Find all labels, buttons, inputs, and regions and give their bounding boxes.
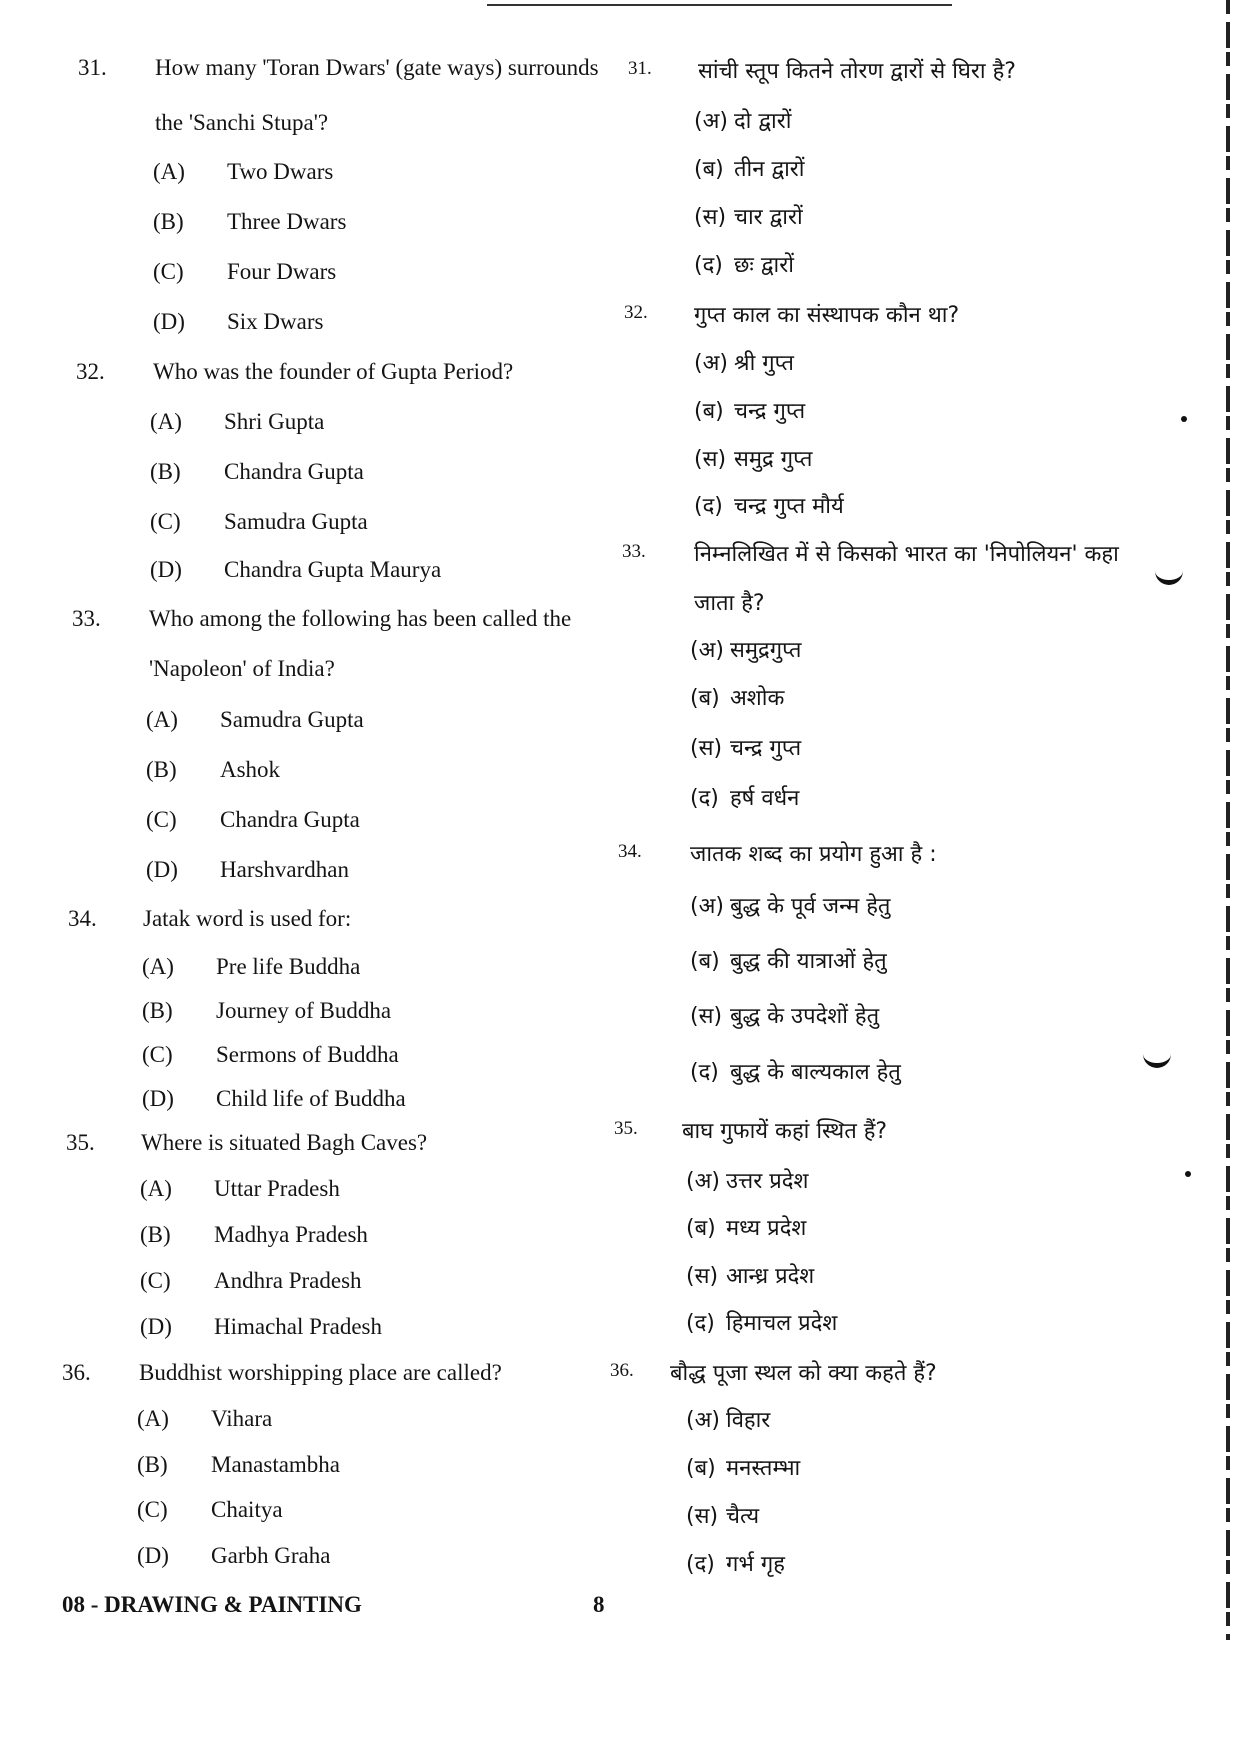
option-text: बुद्ध की यात्राओं हेतु bbox=[730, 949, 887, 974]
option-text: चन्द्र गुप्त bbox=[730, 736, 802, 761]
option-text: Ashok bbox=[220, 757, 281, 782]
scan-mark bbox=[1155, 566, 1183, 585]
option-text: उत्तर प्रदेश bbox=[726, 1169, 809, 1194]
question-text: Where is situated Bagh Caves? bbox=[141, 1130, 428, 1155]
option-text: विहार bbox=[726, 1408, 771, 1433]
scan-dot bbox=[1181, 416, 1187, 422]
answer-option bbox=[690, 682, 784, 712]
option-text: Chaitya bbox=[211, 1497, 283, 1522]
answer-option bbox=[694, 201, 803, 231]
option-text: Three Dwars bbox=[227, 209, 347, 234]
option-label: (अ) bbox=[690, 638, 724, 663]
answer-option bbox=[686, 1500, 759, 1530]
answer-option bbox=[137, 1497, 283, 1523]
option-text: समुद्रगुप्त bbox=[730, 638, 802, 663]
option-text: बुद्ध के उपदेशों हेतु bbox=[730, 1004, 880, 1029]
answer-option bbox=[694, 490, 844, 520]
option-label: (स) bbox=[686, 1504, 719, 1529]
option-text: चैत्य bbox=[726, 1504, 760, 1529]
answer-option bbox=[140, 1176, 340, 1202]
answer-option bbox=[690, 1056, 901, 1086]
option-text: Chandra Gupta bbox=[224, 459, 364, 484]
option-text: Manastambha bbox=[211, 1452, 341, 1477]
answer-option bbox=[137, 1406, 272, 1432]
answer-option bbox=[140, 1268, 362, 1294]
option-label: (द) bbox=[690, 1060, 719, 1085]
option-label: (D) bbox=[150, 557, 182, 582]
answer-option bbox=[690, 945, 887, 975]
option-text: छः द्वारों bbox=[734, 253, 794, 278]
answer-option bbox=[686, 1404, 770, 1434]
option-text: Garbh Graha bbox=[211, 1543, 331, 1568]
question-text: Who among the following has been called the bbox=[149, 606, 572, 631]
question-number: 35. bbox=[66, 1130, 95, 1155]
option-text: Madhya Pradesh bbox=[214, 1222, 368, 1247]
option-text: मनस्तम्भा bbox=[726, 1456, 801, 1481]
answer-option bbox=[694, 443, 812, 473]
question-text: बौद्ध पूजा स्थल को क्या कहते हैं? bbox=[670, 1361, 937, 1386]
option-label: (C) bbox=[142, 1042, 173, 1067]
footer-page-number: 8 bbox=[593, 1592, 605, 1617]
question-text: सांची स्तूप कितने तोरण द्वारों से घिरा है? bbox=[698, 59, 1016, 84]
question-number: 34. bbox=[68, 906, 97, 931]
answer-option bbox=[142, 1086, 406, 1112]
option-label: (C) bbox=[150, 509, 181, 534]
answer-option bbox=[686, 1165, 808, 1195]
option-label: (A) bbox=[137, 1406, 169, 1431]
option-label: (B) bbox=[153, 209, 184, 234]
option-text: आन्ध्र प्रदेश bbox=[726, 1264, 815, 1289]
option-label: (B) bbox=[150, 459, 181, 484]
option-text: Two Dwars bbox=[227, 159, 334, 184]
answer-option bbox=[142, 998, 391, 1024]
answer-option bbox=[686, 1212, 806, 1242]
option-label: (D) bbox=[137, 1543, 169, 1568]
option-text: हिमाचल प्रदेश bbox=[726, 1311, 838, 1336]
option-label: (A) bbox=[153, 159, 185, 184]
answer-option bbox=[694, 347, 794, 377]
answer-option bbox=[686, 1260, 814, 1290]
top-rule bbox=[487, 4, 952, 6]
option-text: मध्य प्रदेश bbox=[726, 1216, 807, 1241]
option-label: (C) bbox=[137, 1497, 168, 1522]
option-label: (द) bbox=[686, 1552, 715, 1577]
option-label: (A) bbox=[140, 1176, 172, 1201]
option-label: (अ) bbox=[694, 109, 728, 134]
option-text: Pre life Buddha bbox=[216, 954, 361, 979]
option-text: श्री गुप्त bbox=[734, 351, 794, 376]
option-label: (स) bbox=[694, 205, 727, 230]
option-text: चन्द्र गुप्त bbox=[734, 399, 806, 424]
option-label: (D) bbox=[146, 857, 178, 882]
option-label: (ब) bbox=[686, 1216, 716, 1241]
option-label: (द) bbox=[686, 1311, 715, 1336]
answer-option bbox=[142, 954, 360, 980]
option-label: (अ) bbox=[690, 894, 724, 919]
option-label: (ब) bbox=[690, 949, 720, 974]
option-label: (D) bbox=[140, 1314, 172, 1339]
footer-subject: 08 - DRAWING & PAINTING bbox=[62, 1592, 362, 1617]
question-number: 33. bbox=[72, 606, 101, 631]
question-text: जाता है? bbox=[694, 591, 765, 616]
answer-option bbox=[146, 857, 349, 883]
option-label: (अ) bbox=[686, 1408, 720, 1433]
option-label: (द) bbox=[694, 494, 723, 519]
option-label: (ब) bbox=[690, 686, 720, 711]
option-label: (C) bbox=[140, 1268, 171, 1293]
question-number: 36. bbox=[610, 1360, 634, 1381]
answer-option bbox=[690, 1000, 879, 1030]
answer-option bbox=[694, 395, 805, 425]
option-text: Himachal Pradesh bbox=[214, 1314, 382, 1339]
option-text: हर्ष वर्धन bbox=[730, 786, 800, 811]
question-text: जातक शब्द का प्रयोग हुआ है : bbox=[690, 842, 937, 867]
question-text: the 'Sanchi Stupa'? bbox=[155, 110, 329, 135]
question-number: 31. bbox=[78, 55, 107, 80]
option-text: Uttar Pradesh bbox=[214, 1176, 340, 1201]
option-text: चन्द्र गुप्त मौर्य bbox=[734, 494, 844, 519]
answer-option bbox=[140, 1314, 382, 1340]
question-text: बाघ गुफायें कहां स्थित हैं? bbox=[682, 1119, 888, 1144]
option-text: Samudra Gupta bbox=[220, 707, 364, 732]
question-number: 33. bbox=[622, 541, 646, 562]
option-text: Six Dwars bbox=[227, 309, 324, 334]
option-text: Chandra Gupta bbox=[220, 807, 360, 832]
answer-option bbox=[686, 1452, 800, 1482]
answer-option bbox=[686, 1548, 785, 1578]
option-text: समुद्र गुप्त bbox=[734, 447, 813, 472]
option-label: (स) bbox=[694, 447, 727, 472]
question-number: 34. bbox=[618, 841, 642, 862]
answer-option bbox=[694, 105, 791, 135]
option-label: (C) bbox=[153, 259, 184, 284]
option-label: (स) bbox=[686, 1264, 719, 1289]
answer-option bbox=[694, 153, 805, 183]
answer-option bbox=[690, 782, 799, 812]
option-text: अशोक bbox=[730, 686, 785, 711]
answer-option bbox=[153, 259, 336, 285]
answer-option bbox=[150, 509, 368, 535]
option-text: Andhra Pradesh bbox=[214, 1268, 362, 1293]
option-text: Journey of Buddha bbox=[216, 998, 392, 1023]
option-label: (D) bbox=[142, 1086, 174, 1111]
option-label: (D) bbox=[153, 309, 185, 334]
answer-option bbox=[690, 732, 801, 762]
option-label: (C) bbox=[146, 807, 177, 832]
question-text: Buddhist worshipping place are called? bbox=[139, 1360, 502, 1385]
answer-option bbox=[150, 409, 324, 435]
question-text: निम्नलिखित में से किसको भारत का 'निपोलियन' कहा bbox=[694, 542, 1119, 567]
option-text: तीन द्वारों bbox=[734, 157, 805, 182]
option-label: (द) bbox=[694, 253, 723, 278]
question-number: 31. bbox=[628, 58, 652, 79]
option-text: बुद्ध के बाल्यकाल हेतु bbox=[730, 1060, 901, 1085]
answer-option bbox=[137, 1543, 330, 1569]
answer-option bbox=[142, 1042, 399, 1068]
answer-option bbox=[153, 309, 323, 335]
scan-mark bbox=[1143, 1049, 1171, 1068]
option-label: (A) bbox=[146, 707, 178, 732]
scan-edge bbox=[1226, 0, 1230, 1640]
question-text: 'Napoleon' of India? bbox=[149, 656, 335, 681]
option-text: Four Dwars bbox=[227, 259, 337, 284]
option-text: चार द्वारों bbox=[734, 205, 803, 230]
answer-option bbox=[686, 1307, 837, 1337]
option-text: Shri Gupta bbox=[224, 409, 325, 434]
scan-dot bbox=[1185, 1171, 1191, 1177]
option-label: (ब) bbox=[694, 399, 724, 424]
answer-option bbox=[146, 757, 280, 783]
option-label: (A) bbox=[150, 409, 182, 434]
answer-option bbox=[694, 249, 794, 279]
question-text: Jatak word is used for: bbox=[143, 906, 352, 931]
option-label: (अ) bbox=[686, 1169, 720, 1194]
question-text: Who was the founder of Gupta Period? bbox=[153, 359, 514, 384]
option-label: (B) bbox=[140, 1222, 171, 1247]
answer-option bbox=[140, 1222, 368, 1248]
option-label: (B) bbox=[142, 998, 173, 1023]
option-text: Child life of Buddha bbox=[216, 1086, 406, 1111]
option-label: (स) bbox=[690, 736, 723, 761]
answer-option bbox=[150, 459, 364, 485]
option-text: Harshvardhan bbox=[220, 857, 350, 882]
option-label: (ब) bbox=[694, 157, 724, 182]
option-text: बुद्ध के पूर्व जन्म हेतु bbox=[730, 894, 891, 919]
answer-option bbox=[137, 1452, 340, 1478]
option-label: (A) bbox=[142, 954, 174, 979]
question-number: 32. bbox=[624, 302, 648, 323]
option-label: (स) bbox=[690, 1004, 723, 1029]
answer-option bbox=[690, 634, 801, 664]
answer-option bbox=[153, 209, 346, 235]
question-text: गुप्त काल का संस्थापक कौन था? bbox=[694, 303, 960, 328]
answer-option bbox=[150, 557, 441, 583]
option-label: (B) bbox=[146, 757, 177, 782]
question-number: 32. bbox=[76, 359, 105, 384]
option-label: (द) bbox=[690, 786, 719, 811]
answer-option bbox=[153, 159, 333, 185]
option-label: (B) bbox=[137, 1452, 168, 1477]
answer-option bbox=[146, 807, 360, 833]
question-text: How many 'Toran Dwars' (gate ways) surrounds bbox=[155, 55, 599, 80]
option-text: Samudra Gupta bbox=[224, 509, 368, 534]
option-text: गर्भ गृह bbox=[726, 1552, 785, 1577]
question-number: 36. bbox=[62, 1360, 91, 1385]
option-label: (ब) bbox=[686, 1456, 716, 1481]
option-text: Sermons of Buddha bbox=[216, 1042, 399, 1067]
answer-option bbox=[690, 890, 890, 920]
option-label: (अ) bbox=[694, 351, 728, 376]
option-text: Chandra Gupta Maurya bbox=[224, 557, 442, 582]
answer-option bbox=[146, 707, 364, 733]
question-number: 35. bbox=[614, 1118, 638, 1139]
option-text: Vihara bbox=[211, 1406, 273, 1431]
option-text: दो द्वारों bbox=[734, 109, 792, 134]
